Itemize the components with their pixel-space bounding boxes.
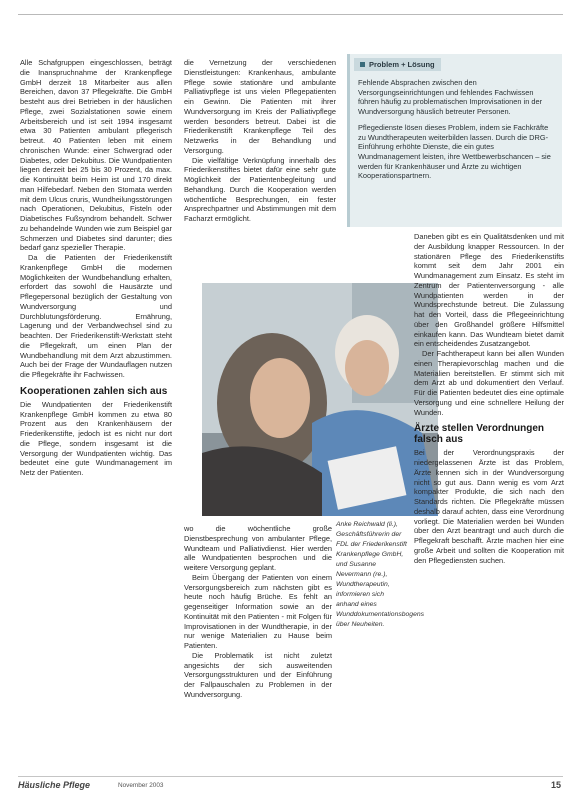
box-paragraph: Fehlende Absprachen zwischen den Versorgungseinrichtungen und fehlendes Fachwissen führen häufig zu problematischen Improvisationen in der Wundversorgung häuslich betreuter Personen. <box>358 78 543 117</box>
article-photo <box>202 283 438 516</box>
issue-date: November 2003 <box>118 782 164 789</box>
photo-caption: Anke Reichwald (li.), Geschäftsführerin der FDL der Friederikenstift Krankenpflege GmbH, und Susanne Nevermann (re.), Wundtherapeutin, informieren sich anhand eines Wunddokumentationsbogens über Neuheiten. <box>336 521 425 628</box>
body-paragraph: Der Fachtherapeut kann bei allen Wunden einen Therapievorschlag machen und die Materialien bereitstellen. Er stimmt sich mit dem Arzt ab und dokumentiert den Verlauf. Für die Patienten bedeutet dies eine optimale Versorgung und eine schnellere Heilung der Wunden. <box>414 349 564 417</box>
box-heading-label: Problem + Lösung <box>369 60 435 69</box>
body-paragraph: Beim Übergang der Patienten von einem Versorgungsbereich zum nächsten gibt es heute noch häufig Brüche. Es fehlt an gegenseitiger Information sowie an der Kontinuität mit den Patienten - mit Folgen für Improvisationen in der Wundtherapie, in der nur wenige Materialien zu Hause beim Patienten. <box>184 572 332 650</box>
body-paragraph: Daneben gibt es ein Qualitätsdenken und mit der Ausbildung knapper Ressourcen. In der stationären Pflege des Friederikenstifts kommt seit dem Jahr 2001 ein Wundmanagement zum Einsatz. Es steht im Zentrum der Patientenversorgung - alle Wundpatienten werden in der Wundsprechstunde betreut. Die Zulassung hat den Vorteil, dass die Pflegeeinrichtung über den Großhandel größere Hilfsmittel einkaufen kann. Das Wundteam bietet damit ein entscheidendes Zusatzangebot. <box>414 232 564 349</box>
body-paragraph: die Vernetzung der verschiedenen Dienstleistungen: Krankenhaus, ambulante Pflege sowie stationäre und ambulante Palliativpflege ist uns vielen Pflegepatienten ein Gewinn. Die Patienten mit ihrer Wundversorgung im Kreis der Palliativpflege werden besonders betreut. Dabei ist die Friederikenstift Krankenpflege Teil des Netzwerks in der Behandlung und Versorgung. <box>184 58 336 155</box>
page-number: 15 <box>550 780 561 790</box>
column-middle-top <box>184 58 336 224</box>
body-paragraph: Die vielfältige Verknüpfung innerhalb des Friederikenstiftes bietet dafür eine sehr gute Möglichkeit der Patientenbegleitung und Behandlung. Durch die Kooperation werden wöchentliche Besprechungen, ein fester Ansprechpartner und Abstimmungen mit dem Facharzt ermöglicht. <box>184 155 336 223</box>
body-paragraph: Da die Patienten der Friederikenstift Krankenpflege GmbH die modernen Möglichkeiten der Wundbehandlung erhalten, erfordert das sowohl die Hausärzte und Pflegepersonal bezüglich der Gestaltung von Wundversorgung und Durchblutungsförderung. Ernährung, Lagerung und der Verbandwechsel sind zu beachten. Der Friederikenstift-Werkstatt steht die Pflegekraft, um einen Plan der Wundbehandlung mit dem Arzt abzustimmen. Auch bei der Frage der Wundauflagen nutzen die Pflegekräfte ihr Fachwissen. <box>20 253 172 379</box>
section-heading: Ärzte stellen Verordnungen falsch aus <box>414 423 545 446</box>
top-rule <box>18 14 563 15</box>
column-middle-bottom <box>184 524 332 700</box>
square-bullet-icon <box>360 62 365 67</box>
section-heading: Kooperationen zahlen sich aus <box>20 385 168 397</box>
body-paragraph: wo die wöchentliche große Dienstbesprechung von ambulanter Pflege, Wundteam und Palliativdienst. Hier werden alle Wundpatienten besprochen und die weitere Versorgung geplant. <box>184 524 332 572</box>
body-paragraph: Alle Schafgruppen eingeschlossen, beträgt die Inanspruchnahme der Krankenpflege GmbH derzeit 18 Mitarbeiter aus allen Bereichen, davon 37 Pflegekräfte. Die GmbH besteht aus drei Betrieben in der häuslichen Pflege, zwei Sozialstationen sowie einem Arbeitsbereich und ist seit 1994 insgesamt etwa 30 Patienten ambulant pflegerisch betreut. 40 Patienten leben mit einem chronischen Wunde: einer Schwergrad oder Diabetes, oder Dekubitus. Die Wundpatienten liegen derzeit bei 25 bis 30 Prozent, da max. die Kontinuität beim Heim ist und 170 direkt man Hilfebedarf. Neben den Stomata werden mit dem Ulcus cruris, Wundheilungsstörungen nach Operationen, Dekubitus, Fisteln oder Diabetisches Fußsyndrom behandelt. Schwer zu behandelnde Wunden wie zum Beispiel gar Schmerzen und Diabetes sind darunter; dies bedarf ganz spezieller Therapie. <box>20 58 172 253</box>
body-paragraph: Die Problematik ist nicht zuletzt angesichts der sich ausweitenden Versorgungsstrukturen und der Einführung der Fallpauschalen zu Problemen in der Wundversorgung. <box>184 650 332 699</box>
photo-illustration <box>202 283 438 516</box>
footer-rule <box>18 776 563 777</box>
problem-solution-box <box>347 54 562 227</box>
box-heading <box>354 58 441 71</box>
column-right <box>414 232 564 565</box>
magazine-title: Häusliche Pflege <box>18 780 91 790</box>
column-left <box>20 58 172 478</box>
box-paragraph: Pflegedienste lösen dieses Problem, indem sie Fachkräfte zu Wundtherapeuten weiterbilden lassen. Durch die DRG-Einführung erhöhte Dienste, die ein gutes Wundmanagement leisten, ihre Wettbewerbschancen – sie werden für Krankenhäuser und Ärzte zu wichtigen Kooperationspartnern. <box>358 122 551 181</box>
body-paragraph: Die Wundpatienten der Friederikenstift Krankenpflege GmbH kommen zu etwa 80 Prozent aus den Krankenhäusern der Friederikenstifte, jedoch ist es nicht nur dort die Pflege, sondern insgesamt ist die Versorgung der Wundpatienten wichtig. Das bedeutet eine gute Wundmanagement im Netz der Patienten. <box>20 399 172 477</box>
body-paragraph: Bei der Verordnungspraxis der niedergelassenen Ärzte ist das Problem, Ärzte kennen sich in der Wundversorgung nicht so gut aus. Dann wenig es vom Arzt kompakter Produkte, die sich nach den Standards richten. Die Pflegekräfte müssen deshalb darauf achten, dass eine Verordnung vorliegt. Die Materialien werden bei Wunden über den Arzt beantragt und auch durch die Pflegekraft beschafft. Ärzte machen hier eine große Arbeit und sollten die Kooperation mit den Pflegediensten suchen. <box>414 448 564 565</box>
